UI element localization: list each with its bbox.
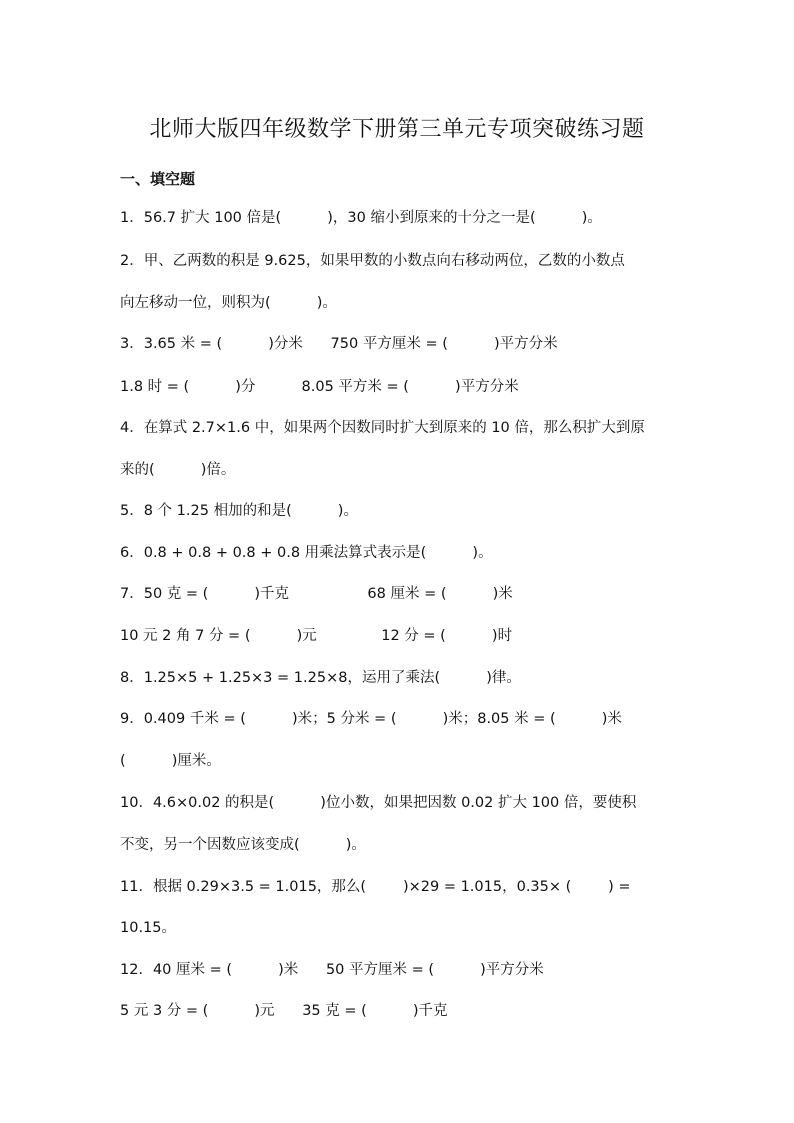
question-line: 1．56.7 扩大 100 倍是( )，30 缩小到原来的十分之一是( )。 xyxy=(120,210,602,226)
question-line: 9．0.409 千米 = ( )米；5 分米 = ( )米；8.05 米 = ( )米 xyxy=(120,711,622,727)
question-line: 1.8 时 = ( )分 8.05 平方米 = ( )平方分米 xyxy=(120,379,519,395)
question-line: 5．8 个 1.25 相加的和是( )。 xyxy=(120,503,358,519)
question-line: 10.15。 xyxy=(120,920,177,936)
question-line: 6．0.8 + 0.8 + 0.8 + 0.8 用乘法算式表示是( )。 xyxy=(120,545,493,561)
question-line: 不变，另一个因数应该变成( )。 xyxy=(120,837,366,853)
question-line: 12．40 厘米 = ( )米 50 平方厘米 = ( )平方分米 xyxy=(120,962,544,978)
question-line: 11．根据 0.29×3.5 = 1.015，那么( )×29 = 1.015，0.35× ( ) = xyxy=(120,879,631,895)
question-line: 来的( )倍。 xyxy=(120,462,236,478)
section-heading: 一、填空题 xyxy=(120,170,196,188)
page-title: 北师大版四年级数学下册第三单元专项突破练习题 xyxy=(149,117,645,142)
question-line: 2．甲、乙两数的积是 9.625，如果甲数的小数点向右移动两位，乙数的小数点 xyxy=(120,253,625,269)
question-line: 8．1.25×5 + 1.25×3 = 1.25×8，运用了乘法( )律。 xyxy=(120,670,521,686)
question-line: 10 元 2 角 7 分 = ( )元 12 分 = ( )时 xyxy=(120,628,513,644)
question-line: ( )厘米。 xyxy=(120,753,221,769)
question-line: 5 元 3 分 = ( )元 35 克 = ( )千克 xyxy=(120,1003,448,1019)
question-line: 向左移动一位，则积为( )。 xyxy=(120,295,337,311)
question-line: 4．在算式 2.7×1.6 中，如果两个因数同时扩大到原来的 10 倍，那么积扩大到原 xyxy=(120,420,645,436)
question-line: 10．4.6×0.02 的积是( )位小数，如果把因数 0.02 扩大 100 倍，要使积 xyxy=(120,795,637,811)
question-line: 7．50 克 = ( )千克 68 厘米 = ( )米 xyxy=(120,586,513,602)
question-line: 3．3.65 米 = ( )分米 750 平方厘米 = ( )平方分米 xyxy=(120,336,558,352)
